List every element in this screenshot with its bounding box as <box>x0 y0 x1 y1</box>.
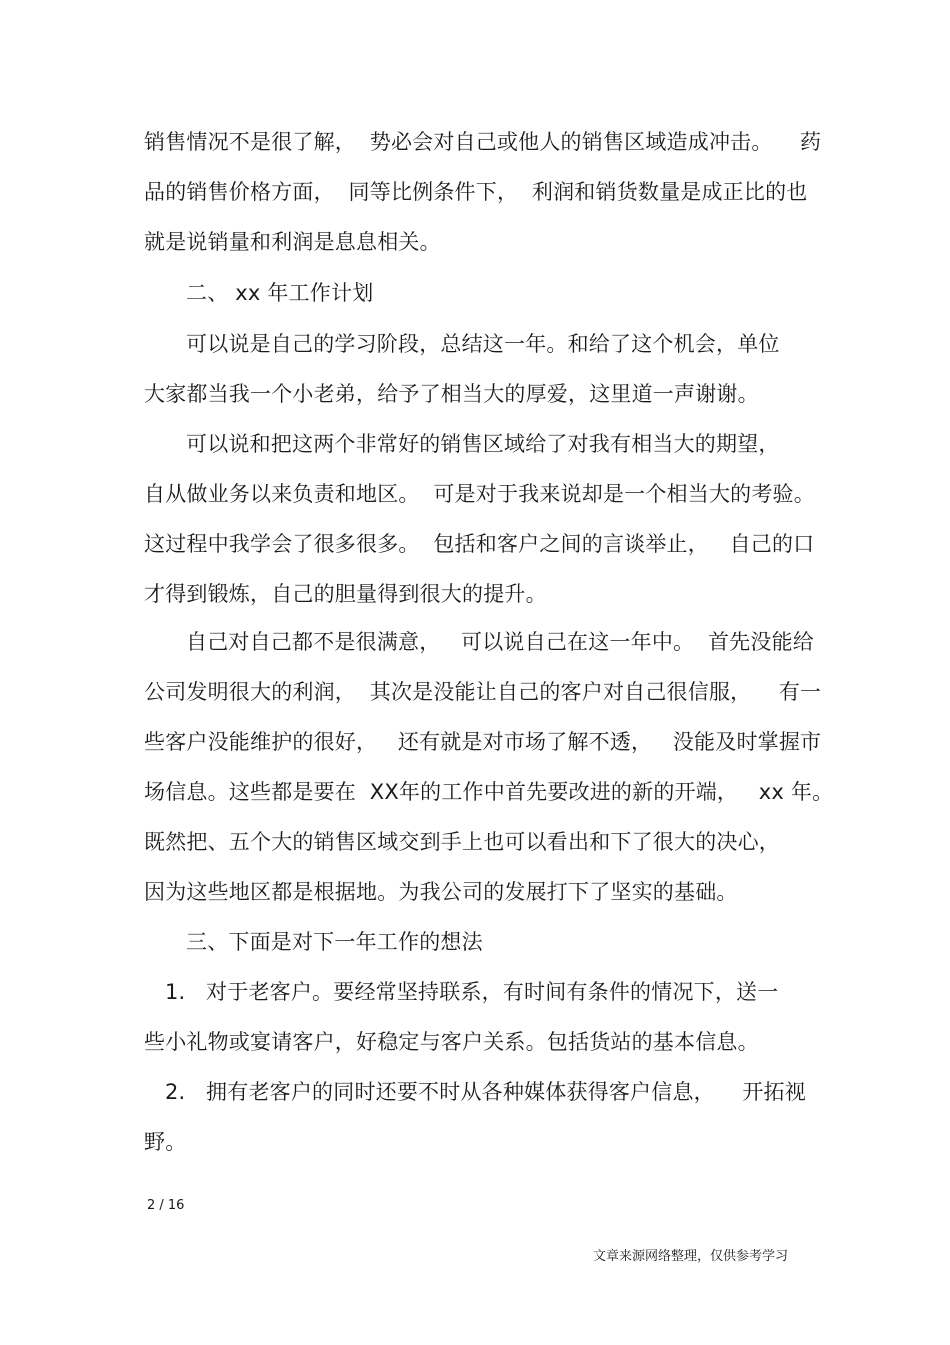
text-line: 销售情况不是很了解， 势必会对自己或他人的销售区域造成冲击。 药 <box>144 130 822 154</box>
text-line: 些客户没能维护的很好， 还有就是对市场了解不透， 没能及时掌握市 <box>144 730 822 754</box>
text-line: 自己对自己都不是很满意， 可以说自己在这一年中。 首先没能给 <box>186 630 814 654</box>
text-line: 些小礼物或宴请客户，好稳定与客户关系。包括货站的基本信息。 <box>144 1030 759 1054</box>
text-line: 可以说和把这两个非常好的销售区域给了对我有相当大的期望， <box>186 432 780 456</box>
section-heading: 三、下面是对下一年工作的想法 <box>186 930 483 954</box>
list-item: 1. 对于老客户。要经常坚持联系，有时间有条件的情况下，送一 <box>165 980 779 1004</box>
text-line: 可以说是自己的学习阶段，总结这一年。和给了这个机会，单位 <box>186 332 780 356</box>
text-line: 才得到锻炼，自己的胆量得到很大的提升。 <box>144 582 547 606</box>
text-line: 这过程中我学会了很多很多。 包括和客户之间的言谈举止， 自己的口 <box>144 532 815 556</box>
text-line: 场信息。这些都是要在 XX年的工作中首先要改进的新的开端， xx 年。 <box>144 780 834 804</box>
text-line: 自从做业务以来负责和地区。 可是对于我来说却是一个相当大的考验。 <box>144 482 815 506</box>
section-heading: 二、 xx 年工作计划 <box>186 281 374 305</box>
page-number: 2 / 16 <box>147 1198 185 1213</box>
text-line: 野。 <box>144 1130 187 1154</box>
list-item: 2. 拥有老客户的同时还要不时从各种媒体获得客户信息， 开拓视 <box>165 1080 806 1104</box>
text-line: 品的销售价格方面， 同等比例条件下， 利润和销货数量是成正比的也 <box>144 180 808 204</box>
text-line: 因为这些地区都是根据地。为我公司的发展打下了坚实的基础。 <box>144 880 738 904</box>
text-line: 既然把、五个大的销售区域交到手上也可以看出和下了很大的决心， <box>144 830 780 854</box>
text-line: 公司发明很大的利润， 其次是没能让自己的客户对自己很信服， 有一 <box>144 680 822 704</box>
text-line: 就是说销量和利润是息息相关。 <box>144 230 441 254</box>
source-note: 文章来源网络整理，仅供参考学习 <box>593 1249 789 1264</box>
text-line: 大家都当我一个小老弟，给予了相当大的厚爱，这里道一声谢谢。 <box>144 382 759 406</box>
